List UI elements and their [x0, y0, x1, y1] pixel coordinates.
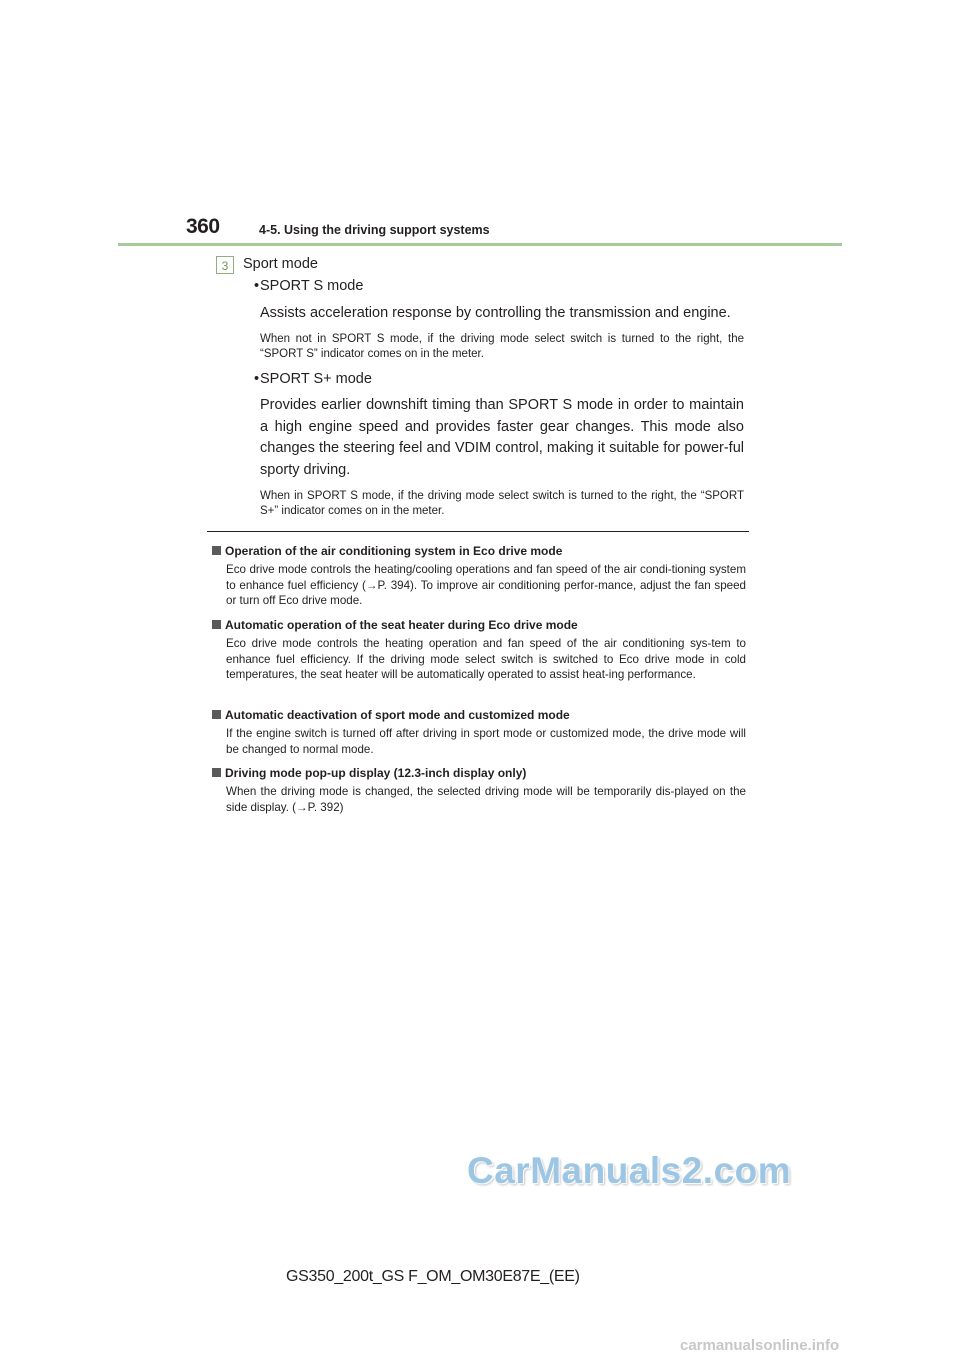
square-bullet-icon: [212, 620, 221, 629]
info-heading: Driving mode pop-up display (12.3-inch display only): [212, 765, 746, 781]
square-bullet-icon: [212, 768, 221, 777]
info-section-sport-mode-deactivation: [212, 707, 746, 757]
info-section-eco-air-conditioning: [212, 543, 746, 609]
bullet-mark: •: [254, 371, 260, 387]
sport-s-plus-mode-title: SPORT S+ mode: [260, 371, 372, 387]
sport-s-mode-title: SPORT S mode: [260, 278, 364, 294]
section-title: 4-5. Using the driving support systems: [259, 223, 490, 237]
info-text: Eco drive mode controls the heating operation and fan speed of the air conditioning sys-tem to enhance fuel efficiency. If the driving mode select switch is switched to Eco drive mode in cold temperatures, the seat heater will be automatically operated to assist heat-ing performance.: [226, 637, 746, 681]
info-heading: Automatic deactivation of sport mode and customized mode: [212, 707, 746, 723]
bullet-mark: •: [254, 278, 260, 294]
document-code: GS350_200t_GS F_OM_OM30E87E_(EE): [286, 1268, 580, 1285]
info-heading: Automatic operation of the seat heater during Eco drive mode: [212, 617, 746, 633]
sport-s-mode-description: Assists acceleration response by controlling the transmission and engine.: [260, 305, 731, 321]
info-text: Eco drive mode controls the heating/cooling operations and fan speed of the air condi-tioning system to enhance fuel efficiency (→P. 394). To improve air conditioning perfor-mance, adjust the fan speed or turn off Eco drive mode.: [226, 563, 746, 607]
info-text: If the engine switch is turned off after driving in sport mode or customized mode, the drive mode will be changed to normal mode.: [226, 727, 746, 756]
sport-s-plus-mode-description: Provides earlier downshift timing than SPORT S mode in order to maintain a high engine speed and provides faster gear changes. This mode also changes the steering feel and VDIM control, making it suitable for power-ful sporty driving.: [260, 397, 744, 479]
square-bullet-icon: [212, 710, 221, 719]
info-text: When the driving mode is changed, the selected driving mode will be temporarily dis-played on the side display. (→P. 392): [226, 785, 746, 814]
page-number: 360: [186, 215, 220, 238]
info-section-seat-heater: [212, 617, 746, 683]
info-heading: Operation of the air conditioning system in Eco drive mode: [212, 543, 746, 559]
carmanuals-watermark: CarManuals2.com: [467, 1150, 792, 1191]
site-watermark: carmanualsonline.info: [680, 1337, 840, 1354]
sport-s-plus-mode-note: When in SPORT S mode, if the driving mode select switch is turned to the right, the “SPORT S+” indicator comes on in the meter.: [260, 490, 744, 517]
header-divider: [118, 243, 842, 246]
section-divider: [207, 531, 749, 532]
info-section-popup-display: [212, 765, 746, 815]
step-number-badge: 3: [216, 256, 234, 274]
sport-s-mode-note: When not in SPORT S mode, if the driving mode select switch is turned to the right, the “SPORT S” indicator comes on in the meter.: [260, 333, 744, 360]
step-title: Sport mode: [243, 256, 318, 272]
square-bullet-icon: [212, 546, 221, 555]
